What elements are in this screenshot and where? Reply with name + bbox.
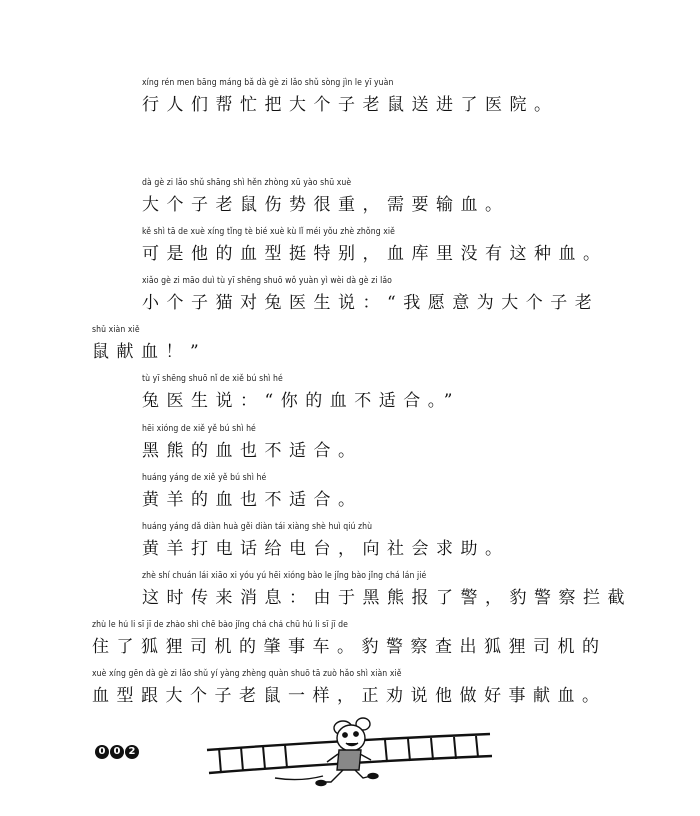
pinyin-line: huáng yáng dǎ diàn huà gěi diàn tái xiàng shè huì qiú zhù (142, 522, 373, 532)
pinyin-line: zhù le hú li sī jī de zhào shì chē bào jǐng chá chá chū hú li sī jī de (92, 620, 348, 630)
hanzi-line: 大个子老鼠伤势很重，需要输血。 (142, 195, 510, 215)
hanzi-line: 行人们帮忙把大个子老鼠送进了医院。 (142, 95, 559, 115)
pinyin-line: dà gè zi lǎo shǔ shāng shì hěn zhòng xū yào shū xuè (142, 178, 352, 188)
page-number (95, 745, 139, 759)
hanzi-line: 这时传来消息：由于黑熊报了警，豹警察拦截 (142, 588, 632, 608)
pinyin-line: xíng rén men bāng máng bǎ dà gè zi lǎo shǔ sòng jìn le yī yuàn (142, 78, 394, 88)
hanzi-line: 黑熊的血也不适合。 (142, 441, 363, 461)
hanzi-line: 鼠献血！” (92, 342, 207, 362)
pinyin-line: huáng yáng de xiě yě bú shì hé (142, 473, 267, 483)
page-number-digit: 0 (110, 745, 124, 759)
mouse-running-on-railway-illustration (205, 710, 495, 790)
hanzi-line: 住了狐狸司机的肇事车。豹警察查出狐狸司机的 (92, 637, 607, 657)
mouse-icon (275, 718, 378, 786)
page-number-digit: 0 (95, 745, 109, 759)
page-number-digit: 2 (125, 745, 139, 759)
pinyin-line: xuè xíng gēn dà gè zi lǎo shǔ yí yàng zhèng quàn shuō tā zuò hǎo shì xiàn xiě (92, 669, 402, 679)
pinyin-line: hēi xióng de xiě yě bú shì hé (142, 424, 256, 434)
hanzi-line: 黄羊的血也不适合。 (142, 490, 363, 510)
pinyin-line: shǔ xiàn xiě (92, 325, 140, 335)
pinyin-line: kě shì tā de xuè xíng tǐng tè bié xuè kù lǐ méi yǒu zhè zhǒng xiě (142, 227, 396, 237)
hanzi-line: 可是他的血型挺特别，血库里没有这种血。 (142, 244, 608, 264)
hanzi-line: 兔医生说：“你的血不适合。” (142, 391, 460, 411)
hanzi-line: 小个子猫对兔医生说：“我愿意为大个子老 (142, 293, 600, 313)
hanzi-line: 血型跟大个子老鼠一样，正劝说他做好事献血。 (92, 686, 607, 706)
pinyin-line: tù yī shēng shuō nǐ de xiě bú shì hé (142, 374, 283, 384)
pinyin-line: xiǎo gè zi māo duì tù yī shēng shuō wǒ yuàn yì wèi dà gè zi lǎo (142, 276, 392, 286)
pinyin-line: zhè shí chuán lái xiāo xi yóu yú hēi xióng bào le jǐng bào jǐng chá lán jié (142, 571, 427, 581)
hanzi-line: 黄羊打电话给电台，向社会求助。 (142, 539, 510, 559)
